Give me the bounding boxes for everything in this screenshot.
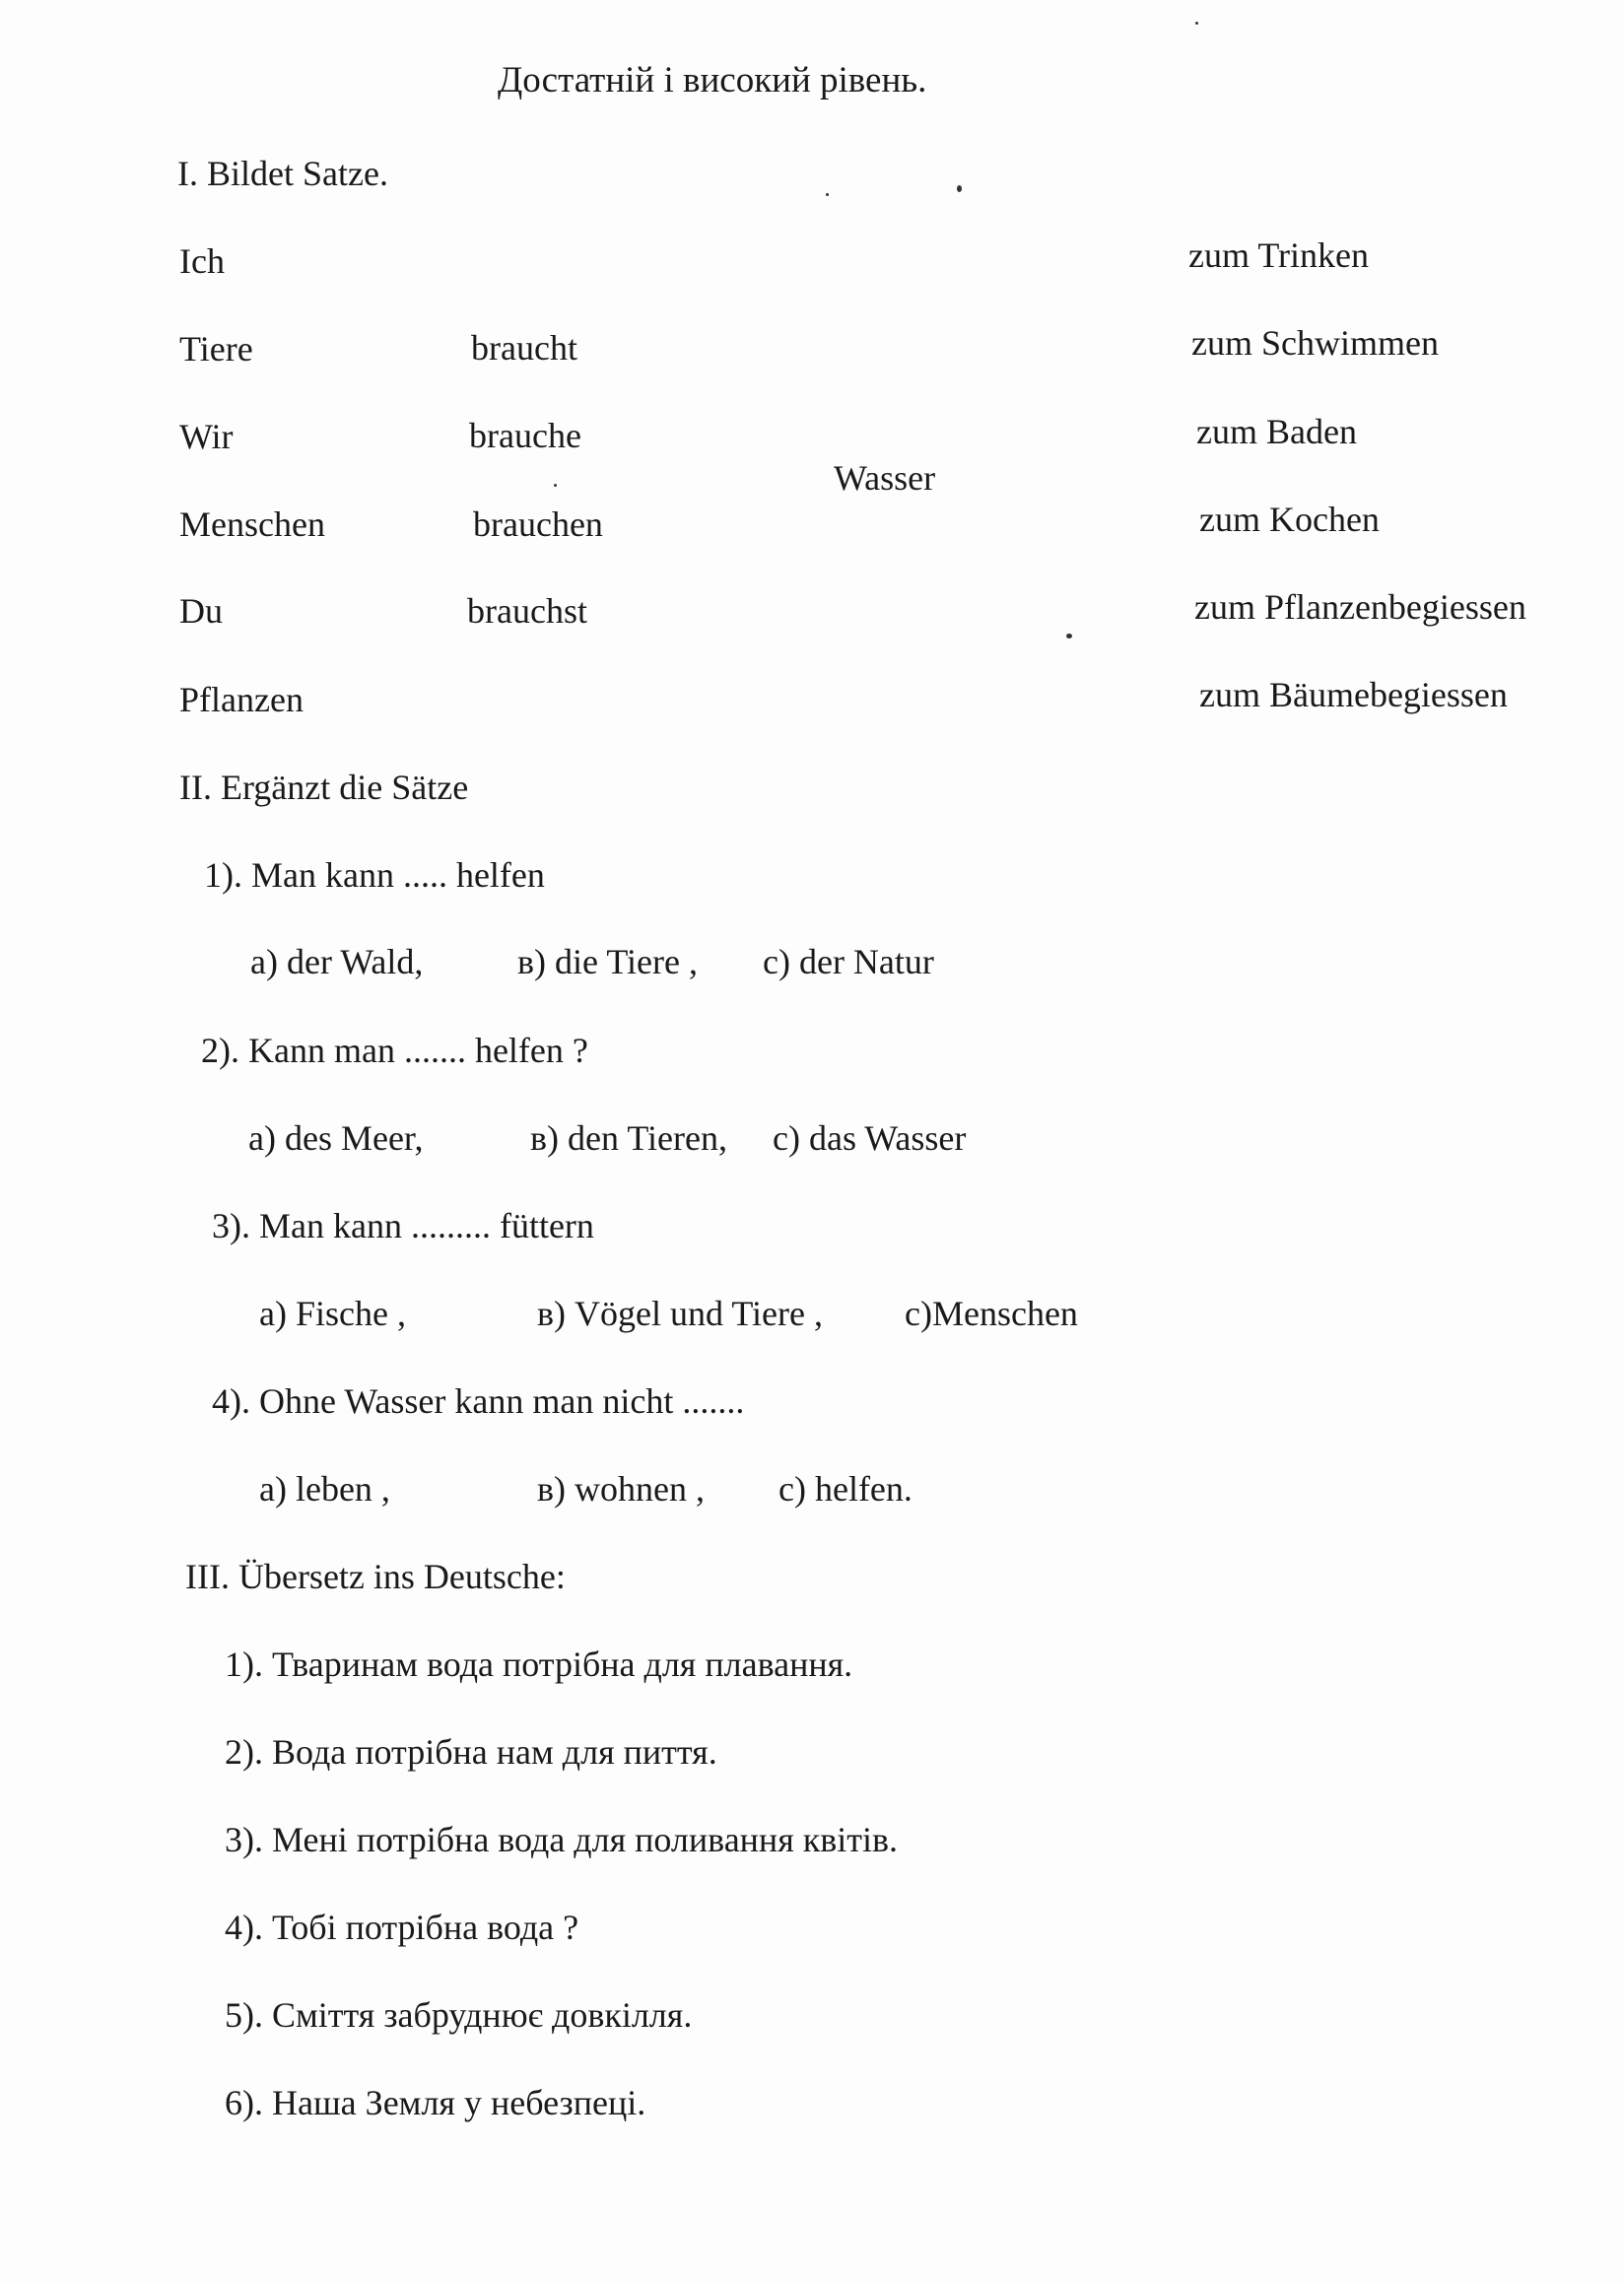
- translate-item-4: 4). Тобі потрібна вода ?: [225, 1908, 579, 1947]
- question-2-option-c: c) das Wasser: [773, 1118, 967, 1158]
- purpose-schwimmen: zum Schwimmen: [1191, 323, 1439, 363]
- question-2-option-a: a) des Meer,: [248, 1118, 424, 1158]
- section-3-heading: III. Übersetz ins Deutsche:: [185, 1557, 566, 1596]
- question-4-option-a: a) leben ,: [259, 1469, 390, 1509]
- question-1-option-b: в) die Tiere ,: [517, 942, 698, 981]
- question-3: 3). Man kann ......... füttern: [212, 1206, 594, 1245]
- translate-item-3: 3). Мені потрібна вода для поливання квітів.: [225, 1820, 898, 1859]
- scan-speck: [826, 193, 829, 196]
- purpose-pflanzenbegiessen: zum Pflanzenbegiessen: [1194, 587, 1526, 627]
- object-wasser: Wasser: [834, 458, 936, 498]
- question-4-option-b: в) wohnen ,: [537, 1469, 705, 1509]
- subject-du: Du: [179, 591, 223, 631]
- question-4-option-c: c) helfen.: [778, 1469, 913, 1509]
- translate-item-1: 1). Тваринам вода потрібна для плавання.: [225, 1645, 853, 1684]
- page-title: Достатній і високий рівень.: [498, 60, 927, 101]
- subject-pflanzen: Pflanzen: [179, 680, 304, 719]
- subject-ich: Ich: [179, 241, 225, 281]
- verb-brauche: brauche: [469, 416, 581, 455]
- question-1-option-a: a) der Wald,: [250, 942, 424, 981]
- purpose-baeumebegiessen: zum Bäumebegiessen: [1199, 675, 1508, 714]
- question-4: 4). Ohne Wasser kann man nicht .......: [212, 1381, 745, 1421]
- question-1: 1). Man kann ..... helfen: [204, 855, 545, 895]
- scan-speck: [1066, 634, 1072, 638]
- section-2-heading: II. Ergänzt die Sätze: [179, 768, 469, 807]
- question-1-option-c: c) der Natur: [763, 942, 934, 981]
- translate-item-6: 6). Наша Земля у небезпеці.: [225, 2083, 646, 2122]
- verb-brauchen: brauchen: [473, 504, 603, 544]
- subject-menschen: Menschen: [179, 504, 325, 544]
- question-3-option-a: a) Fische ,: [259, 1294, 406, 1333]
- scan-speck: [554, 484, 557, 487]
- verb-brauchst: brauchst: [467, 591, 587, 631]
- translate-item-2: 2). Вода потрібна нам для пиття.: [225, 1732, 717, 1772]
- purpose-baden: zum Baden: [1196, 412, 1357, 451]
- scan-speck: [957, 185, 962, 192]
- verb-braucht: braucht: [471, 328, 577, 368]
- question-3-option-b: в) Vögel und Tiere ,: [537, 1294, 823, 1333]
- purpose-kochen: zum Kochen: [1199, 500, 1380, 539]
- scan-speck: [1195, 22, 1198, 25]
- question-3-option-c: c)Menschen: [905, 1294, 1078, 1333]
- subject-tiere: Tiere: [179, 329, 253, 369]
- purpose-trinken: zum Trinken: [1188, 235, 1370, 275]
- question-2: 2). Kann man ....... helfen ?: [201, 1031, 588, 1070]
- translate-item-5: 5). Сміття забруднює довкілля.: [225, 1995, 693, 2035]
- subject-wir: Wir: [179, 417, 234, 456]
- question-2-option-b: в) den Tieren,: [530, 1118, 727, 1158]
- section-1-heading: I. Bildet Satze.: [177, 154, 388, 193]
